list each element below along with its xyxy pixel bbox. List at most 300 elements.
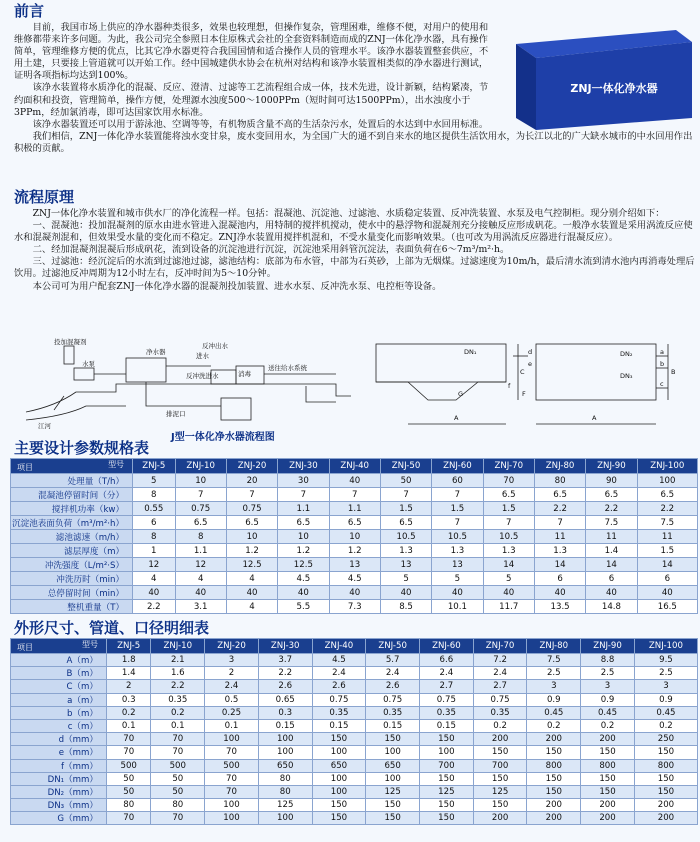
table-cell: 1.2 [226,544,277,558]
table-cell: 50 [151,772,205,785]
table-row [11,706,698,719]
spec-table [10,458,698,614]
table-row [11,530,698,544]
intro-text [14,22,693,155]
table-cell: 4.5 [329,572,380,586]
table-cell: 150 [312,799,366,812]
table-cell: 7 [226,488,277,502]
table-cell: 60 [432,474,483,488]
dim-label-f-small: f [508,382,511,390]
table-cell: 2.4 [473,667,527,680]
process-paragraph: 三、过滤池：经沉淀后的水流到过滤池过滤，滤池结构：底部为布水管，中部为石英砂，上部为无烟煤。过滤速度为10m/h，最后清水流到清水池内再消毒处理后饮用。过滤池反冲周期为12小时左右，反冲时间为5～10分钟。 [14,256,695,280]
table-cell: 6.5 [586,488,637,502]
table-cell: 100 [637,474,697,488]
table-cell: 200 [634,812,697,825]
table-cell: 40 [483,586,534,600]
model-header: ZNJ-90 [581,639,635,654]
flow-label-inlet: 进水 [196,352,209,360]
table-cell: 0.2 [634,719,697,732]
table-cell: 0.9 [634,693,697,706]
table-cell: 2.6 [258,680,312,693]
table-row [11,733,698,746]
table-row [11,488,698,502]
table-cell: 0.45 [581,706,635,719]
table-cell: 150 [581,772,635,785]
table-cell: 0.35 [420,706,474,719]
flow-label-drain: 排泥口 [166,410,186,418]
table-cell: 70 [107,812,151,825]
table-cell: 150 [420,812,474,825]
table-cell: 1.6 [151,667,205,680]
table-cell: 200 [473,812,527,825]
table-cell: 2 [205,667,259,680]
table-cell: 13.5 [534,600,585,614]
table-corner [11,459,133,474]
row-label: 冲洗历时（min） [11,572,133,586]
intro-paragraph: 该净水装置将水质净化的混凝、反应、澄清、过滤等工艺流程组合成一体，技术先进，设计新颖，结构紧凑，节约面积和投资，管理简单，操作方便，处理源水浊度500～1000PPm（短时间可达1500PPm），出水浊度小于3PPm，经加氯消毒，即可达国家饮用水标准。 [14,82,489,118]
model-header: ZNJ-30 [278,459,329,474]
table-cell: 6.5 [534,488,585,502]
row-label: 沉淀池表面负荷（m³/m²·h） [11,516,133,530]
table-cell: 1.3 [432,544,483,558]
table-cell: 40 [329,586,380,600]
table-cell: 250 [634,733,697,746]
dim-label-b: B [671,368,676,376]
model-header: ZNJ-60 [432,459,483,474]
corner-model-label: 型号 [108,460,125,469]
model-header: ZNJ-90 [586,459,637,474]
flow-label-river: 江河 [38,422,51,430]
table-cell: 12 [175,558,226,572]
table-cell: 0.75 [366,693,420,706]
table-cell: 200 [527,799,581,812]
row-label: DN₂（mm） [11,785,107,798]
table-row [11,600,698,614]
table-cell: 0.25 [205,706,259,719]
table-cell: 5 [380,572,431,586]
flow-label-supply: 送往给水系统 [268,364,307,372]
dim-label-g: G [458,390,464,398]
table-cell: 650 [258,759,312,772]
model-header: ZNJ-30 [258,639,312,654]
table-cell: 1.1 [175,544,226,558]
row-label: A（m） [11,654,107,667]
table-cell: 6 [637,572,697,586]
table-cell: 150 [366,733,420,746]
spec-table-header [11,459,698,474]
table-cell: 125 [473,785,527,798]
table-row [11,516,698,530]
table-cell: 14 [637,558,697,572]
table-cell: 6.5 [329,516,380,530]
table-cell: 200 [527,733,581,746]
table-cell: 0.45 [634,706,697,719]
table-cell: 6.5 [637,488,697,502]
table-cell: 40 [329,474,380,488]
intro-title: 前言 [14,2,45,20]
process-title: 流程原理 [14,188,75,206]
table-cell: 10 [226,530,277,544]
table-cell: 150 [527,785,581,798]
table-cell: 1.1 [329,502,380,516]
table-cell: 40 [637,586,697,600]
table-cell: 2.2 [637,502,697,516]
table-cell: 10 [175,474,226,488]
table-cell: 2 [107,680,151,693]
row-label: 搅拌机功率（kw） [11,502,133,516]
table-cell: 3.7 [258,654,312,667]
flow-diagram-caption: J型一体化净水器流程图 [171,432,275,443]
table-cell: 200 [581,812,635,825]
table-cell: 0.75 [312,693,366,706]
process-paragraph: 二、经加混凝剂混凝后形成矾花，流到设备的沉淀池进行沉淀，沉淀池采用斜管沉淀法，表面负荷在6～7m³/m²·h。 [32,244,510,256]
row-label: B（m） [11,667,107,680]
table-cell: 14 [483,558,534,572]
dim-label-b-small: b [660,360,665,368]
row-label: DN₃（mm） [11,799,107,812]
table-row [11,799,698,812]
model-header: ZNJ-80 [534,459,585,474]
table-row [11,812,698,825]
table-cell: 0.5 [205,693,259,706]
table-row [11,759,698,772]
spec-table-title: 主要设计参数规格表 [14,439,150,457]
table-cell: 100 [258,733,312,746]
table-cell: 70 [205,772,259,785]
table-cell: 0.1 [205,719,259,732]
table-cell: 7 [175,488,226,502]
table-cell: 7.2 [473,654,527,667]
table-cell: 40 [432,586,483,600]
table-cell: 200 [581,799,635,812]
corner-item-label: 项目 [17,463,33,472]
table-cell: 11.7 [483,600,534,614]
flow-label-dosing: 投加混凝剂 [54,338,87,346]
dim-label-a-left: A [454,414,459,422]
table-cell: 1.2 [278,544,329,558]
table-cell: 2.7 [473,680,527,693]
table-cell: 1.1 [278,502,329,516]
table-cell: 0.45 [527,706,581,719]
table-cell: 800 [527,759,581,772]
table-cell: 2.4 [312,667,366,680]
table-cell: 1.3 [483,544,534,558]
table-cell: 100 [312,746,366,759]
table-cell: 7 [432,488,483,502]
row-label: 滤池滤速（m/h） [11,530,133,544]
table-cell: 7 [329,488,380,502]
table-cell: 5 [483,572,534,586]
table-cell: 80 [534,474,585,488]
table-cell: 0.75 [420,693,474,706]
table-cell: 7 [432,516,483,530]
table-cell: 2.4 [205,680,259,693]
table-cell: 100 [258,812,312,825]
model-header: ZNJ-40 [312,639,366,654]
table-cell: 150 [420,799,474,812]
table-cell: 0.2 [581,719,635,732]
table-cell: 80 [151,799,205,812]
flow-label-backwash-pump: 反冲洗进水 [186,372,219,380]
table-row [11,772,698,785]
table-cell: 150 [634,785,697,798]
dimension-table [10,638,698,825]
row-label: e（mm） [11,746,107,759]
table-cell: 4 [226,600,277,614]
row-label: 滤层厚度（m） [11,544,133,558]
table-cell: 6.5 [380,516,431,530]
table-cell: 80 [258,785,312,798]
table-cell: 150 [527,772,581,785]
table-cell: 6.5 [483,488,534,502]
table-cell: 125 [366,785,420,798]
table-cell: 0.15 [366,719,420,732]
table-row [11,785,698,798]
table-cell: 20 [226,474,277,488]
intro-paragraph: 我们相信，ZNJ一体化净水装置能将浊水变甘泉，废水变回用水，为全国广大的通不到自来水的地区提供生活饮用水，为长江以北的广大缺水城市的中水回用作出积极的贡献。 [14,130,693,154]
table-cell: 10 [278,530,329,544]
table-row [11,693,698,706]
table-cell: 6.5 [278,516,329,530]
table-cell: 150 [420,772,474,785]
table-cell: 50 [107,772,151,785]
table-cell: 3 [205,654,259,667]
table-cell: 2.6 [312,680,366,693]
table-cell: 10.5 [432,530,483,544]
table-cell: 3 [581,680,635,693]
table-cell: 650 [366,759,420,772]
diagram-area [6,336,694,443]
model-header: ZNJ-5 [107,639,151,654]
process-text [14,208,698,293]
table-cell: 40 [133,586,175,600]
table-cell: 1.3 [534,544,585,558]
table-cell: 150 [581,785,635,798]
table-cell: 40 [380,586,431,600]
table-cell: 13 [380,558,431,572]
table-cell: 6 [534,572,585,586]
table-cell: 6.5 [175,516,226,530]
table-cell: 800 [634,759,697,772]
table-cell: 150 [366,799,420,812]
table-cell: 8 [133,530,175,544]
intro-section [6,0,694,188]
table-cell: 150 [312,812,366,825]
table-cell: 0.35 [473,706,527,719]
table-cell: 7.5 [637,516,697,530]
model-header: ZNJ-100 [634,639,697,654]
model-header: ZNJ-20 [205,639,259,654]
table-cell: 4 [226,572,277,586]
table-cell: 700 [473,759,527,772]
table-cell: 12.5 [226,558,277,572]
table-row [11,474,698,488]
table-cell: 2.7 [420,680,474,693]
table-cell: 0.35 [151,693,205,706]
dimension-diagram [368,336,698,436]
model-header: ZNJ-10 [151,639,205,654]
table-cell: 1.5 [483,502,534,516]
table-cell: 1.4 [586,544,637,558]
table-cell: 13 [432,558,483,572]
process-paragraph: ZNJ一体化净水装置和城市供水厂的净化流程一样。包括：混凝池、沉淀池、过滤池、水质稳定装置、反冲洗装置、水泵及电气控制柜。现分别介绍如下： [32,208,665,219]
dim-label-a-right: A [592,414,597,422]
table-cell: 0.2 [107,706,151,719]
table-cell: 0.1 [107,719,151,732]
product-image [506,22,696,134]
model-header: ZNJ-5 [133,459,175,474]
model-header: ZNJ-10 [175,459,226,474]
row-label: 总停留时间（min） [11,586,133,600]
model-header: ZNJ-50 [380,459,431,474]
table-cell: 4.5 [312,654,366,667]
table-cell: 40 [586,586,637,600]
table-cell: 150 [473,746,527,759]
table-row [11,502,698,516]
table-row [11,719,698,732]
table-cell: 3.1 [175,600,226,614]
table-cell: 16.5 [637,600,697,614]
model-header: ZNJ-100 [637,459,697,474]
process-section [6,188,694,336]
table-cell: 1.2 [329,544,380,558]
table-cell: 0.9 [581,693,635,706]
model-header: ZNJ-70 [473,639,527,654]
table-cell: 5 [432,572,483,586]
corner-item-label: 项目 [17,643,33,652]
table-cell: 7.3 [329,600,380,614]
dim-label-c-small: c [660,380,664,388]
table-cell: 10.5 [483,530,534,544]
row-label: C（m） [11,680,107,693]
table-cell: 4 [133,572,175,586]
table-cell: 11 [586,530,637,544]
table-cell: 40 [175,586,226,600]
table-cell: 8 [175,530,226,544]
table-cell: 150 [581,746,635,759]
table-cell: 150 [312,733,366,746]
table-cell: 2.2 [534,502,585,516]
row-label: G（mm） [11,812,107,825]
row-label: 处理量（T/h） [11,474,133,488]
product-label: ZNJ一体化净水器 [570,82,658,95]
table-cell: 200 [581,733,635,746]
dim-label-a-small: a [660,348,664,356]
dim-label-dn2: DN₂ [620,350,633,358]
table-cell: 125 [258,799,312,812]
table-cell: 1 [133,544,175,558]
table-cell: 6 [133,516,175,530]
table-cell: 0.15 [312,719,366,732]
dim-label-dn3: DN₃ [620,372,633,380]
table-cell: 70 [151,733,205,746]
table-cell: 70 [107,746,151,759]
table-cell: 4.5 [278,572,329,586]
table-cell: 150 [634,746,697,759]
intro-paragraph: 目前，我国市场上供应的净水器种类很多，效果也较理想，但操作复杂，管理困难，维修不便，对用户的使用和维修都带来许多问题。为此，我公司完全参照日本住原株式会社的全套资料制造而成的ZNJ一体化净水器，具有操作简单，管理维修方便的优点，比其它净水器更符合我国国情和适合操作人员的管理水平。该净水器装置整套供应，不用土建，只要接上管道就可以开始工作。经中国城建供水协会在杭州对结构和该净水装置相类似的净水器进行测试，证明各项指标均达到100%。 [14,22,489,82]
table-cell: 6.6 [420,654,474,667]
table-row [11,746,698,759]
table-cell: 0.65 [258,693,312,706]
table-cell: 4 [175,572,226,586]
table-cell: 2.1 [151,654,205,667]
table-cell: 125 [420,785,474,798]
model-header: ZNJ-70 [483,459,534,474]
table-cell: 1.5 [637,544,697,558]
table-cell: 200 [527,812,581,825]
table-cell: 5.7 [366,654,420,667]
table-cell: 30 [278,474,329,488]
model-header: ZNJ-40 [329,459,380,474]
table-cell: 70 [483,474,534,488]
table-cell: 0.35 [312,706,366,719]
table-cell: 2.6 [366,680,420,693]
table-cell: 11 [637,530,697,544]
table-cell: 500 [151,759,205,772]
table-cell: 50 [107,785,151,798]
table-cell: 700 [420,759,474,772]
table-cell: 100 [258,746,312,759]
table-cell: 2.5 [527,667,581,680]
table-cell: 150 [366,812,420,825]
table-cell: 11 [534,530,585,544]
row-label: DN₁（mm） [11,772,107,785]
table-cell: 100 [205,812,259,825]
table-row [11,680,698,693]
table-cell: 100 [312,785,366,798]
flow-label-disinfect: 消毒 [238,370,251,378]
table-cell: 40 [226,586,277,600]
table-cell: 2.4 [420,667,474,680]
process-paragraph: 本公司可为用户配套ZNJ一体化净水器的混凝剂投加装置、进水水泵、反冲洗水泵、电控柜等设备。 [32,280,442,292]
table-cell: 6 [586,572,637,586]
table-cell: 7 [380,488,431,502]
model-header: ZNJ-20 [226,459,277,474]
dimension-table-title: 外形尺寸、管道、口径明细表 [14,619,210,637]
table-cell: 80 [107,799,151,812]
table-cell: 0.9 [527,693,581,706]
table-cell: 650 [312,759,366,772]
table-cell: 0.3 [107,693,151,706]
table-cell: 150 [473,772,527,785]
table-cell: 100 [366,746,420,759]
table-cell: 14 [534,558,585,572]
row-label: 混凝池停留时间（分） [11,488,133,502]
table-cell: 100 [205,799,259,812]
table-cell: 13 [329,558,380,572]
row-label: 冲洗强度（L/m²·S） [11,558,133,572]
table-cell: 100 [312,772,366,785]
table-cell: 7.5 [527,654,581,667]
table-cell: 6.5 [226,516,277,530]
dim-label-c: C [520,368,525,376]
table-cell: 14.8 [586,600,637,614]
table-row [11,544,698,558]
table-cell: 8 [133,488,175,502]
table-cell: 10 [329,530,380,544]
table-cell: 1.8 [107,654,151,667]
table-cell: 7 [278,488,329,502]
table-row [11,667,698,680]
table-cell: 2.5 [581,667,635,680]
table-cell: 70 [107,733,151,746]
table-cell: 0.3 [258,706,312,719]
table-cell: 50 [151,785,205,798]
table-cell: 3 [634,680,697,693]
table-cell: 8.8 [581,654,635,667]
table-corner [11,639,107,654]
table-cell: 2.2 [258,667,312,680]
